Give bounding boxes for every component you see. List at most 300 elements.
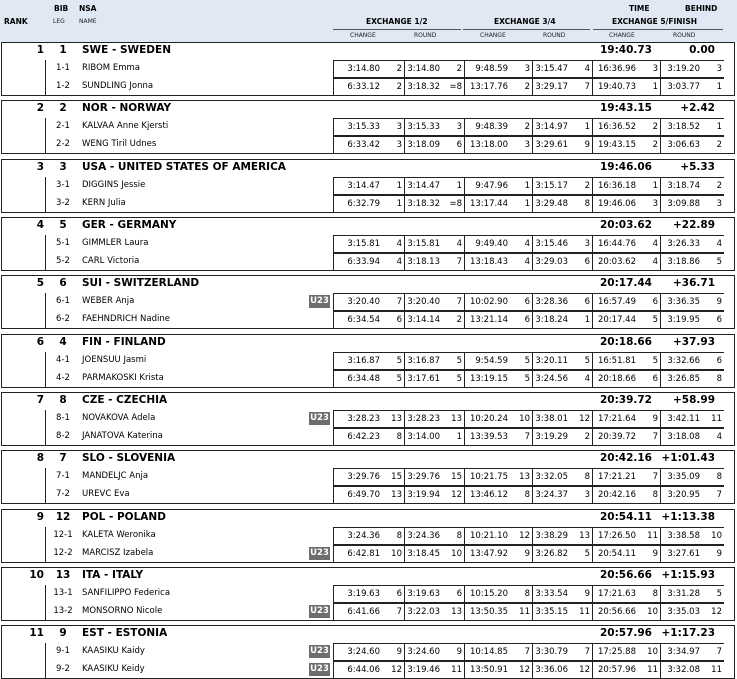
split-cell [404, 352, 464, 370]
split-cell [464, 60, 532, 78]
split-time: 3:19.29 [535, 431, 568, 442]
athlete-leg: 4-2 [56, 372, 70, 383]
team-time: 20:42.16 [599, 452, 652, 465]
split-time: 3:22.03 [407, 606, 440, 617]
split-cell [660, 370, 724, 388]
split-cell [404, 177, 464, 195]
team-bib: 7 [59, 452, 67, 465]
split-cell [592, 527, 660, 545]
split-rank: 5 [524, 373, 530, 384]
team-time: 19:40.73 [599, 44, 652, 56]
split-time: 3:24.60 [407, 647, 440, 658]
split-time: 3:27.61 [667, 548, 700, 559]
team-rank: 4 [36, 218, 44, 231]
split-cell [532, 195, 592, 213]
header-leg: LEG [53, 18, 65, 25]
split-time: 3:29.48 [535, 198, 568, 209]
split-cell [464, 136, 532, 154]
split-time: 3:03.77 [667, 82, 700, 92]
team-bib: 4 [59, 335, 67, 348]
athlete-row [2, 60, 734, 78]
u23-badge: U23 [310, 605, 329, 616]
split-rank: 4 [456, 238, 462, 249]
split-rank: 6 [716, 315, 722, 326]
athlete-row [2, 486, 734, 504]
split-cell [464, 253, 532, 271]
split-rank: 7 [652, 472, 658, 483]
split-rank: 5 [652, 315, 658, 326]
split-time: 3:32.66 [667, 355, 700, 366]
split-rank: 7 [396, 606, 402, 617]
split-rank: 9 [396, 647, 402, 658]
split-rank: 4 [716, 431, 722, 442]
split-time: 20:42.16 [597, 490, 636, 501]
split-rank: 1 [652, 180, 658, 191]
split-rank: 9 [652, 413, 658, 424]
team-row [2, 276, 734, 293]
split-time: 3:29.03 [535, 256, 568, 267]
split-time: 3:32.05 [535, 472, 568, 483]
split-cell [404, 585, 464, 603]
team-block [1, 42, 735, 96]
u23-badge: U23 [310, 296, 329, 307]
athlete-leg: 7-1 [56, 471, 70, 482]
split-cell [660, 661, 724, 679]
split-cell [592, 643, 660, 661]
split-time: 3:29.61 [535, 140, 568, 151]
athlete-name: KERN Julia [82, 197, 126, 208]
split-cell [592, 177, 660, 195]
split-cell [532, 311, 592, 329]
split-time: 6:32.79 [347, 198, 380, 209]
split-time: 16:36.52 [597, 122, 636, 133]
split-cell [592, 585, 660, 603]
split-time: 13:18.00 [469, 140, 508, 151]
team-behind: +5.33 [680, 160, 715, 173]
split-rank: 9 [652, 548, 658, 559]
split-rank: 10 [391, 548, 402, 559]
split-rank: 2 [396, 82, 402, 92]
athlete-row [2, 468, 734, 486]
team-behind: +2.42 [680, 102, 715, 115]
team-rank: 10 [29, 568, 44, 581]
team-block [1, 217, 735, 271]
split-rank: 1 [396, 180, 402, 191]
team-bib: 1 [59, 44, 67, 56]
athlete-name: KALVAA Anne Kjersti [82, 121, 169, 132]
split-time: 3:36.06 [535, 665, 568, 676]
split-rank: 5 [396, 355, 402, 366]
athlete-name: KAASIKU Keidy [82, 664, 145, 675]
split-cell [592, 468, 660, 486]
team-row [2, 568, 734, 585]
split-time: 13:18.43 [469, 256, 508, 267]
split-cell [333, 177, 404, 195]
split-cell [660, 468, 724, 486]
split-rank: 7 [584, 647, 590, 658]
split-time: 19:40.73 [597, 82, 636, 92]
split-cell [532, 253, 592, 271]
split-cell [592, 545, 660, 563]
team-rank: 7 [36, 393, 44, 406]
team-rank: 5 [36, 277, 44, 290]
split-time: 9:48.39 [475, 122, 508, 133]
athlete-row [2, 585, 734, 603]
split-cell [532, 235, 592, 253]
split-rank: 6 [456, 588, 462, 599]
split-cell [404, 643, 464, 661]
header-time: TIME [629, 4, 650, 13]
team-bib: 6 [59, 277, 67, 290]
split-rank: 7 [716, 647, 722, 658]
split-cell [333, 410, 404, 428]
split-time: 3:28.23 [407, 413, 440, 424]
split-rank: 2 [716, 180, 722, 191]
team-nsa: SWE - SWEDEN [82, 44, 171, 56]
split-time: 16:36.18 [597, 180, 636, 191]
split-rank: 13 [391, 413, 402, 424]
team-row [2, 393, 734, 410]
athlete-leg: 2-1 [56, 121, 70, 132]
split-rank: 1 [584, 122, 590, 133]
split-time: 3:26.82 [535, 548, 568, 559]
split-rank: 6 [396, 588, 402, 599]
split-cell [333, 661, 404, 679]
athlete-leg: 5-1 [56, 237, 70, 248]
split-rank: 4 [716, 238, 722, 249]
split-cell [660, 410, 724, 428]
split-time: 3:18.52 [667, 122, 700, 133]
team-row [2, 510, 734, 527]
team-behind: +1:17.23 [661, 627, 715, 640]
split-rank: 13 [579, 530, 590, 541]
split-cell [660, 603, 724, 621]
split-rank: 4 [584, 64, 590, 74]
athlete-leg: 4-1 [56, 354, 70, 365]
athlete-name: SANFILIPPO Federica [82, 587, 171, 598]
split-time: 3:18.74 [667, 180, 700, 191]
split-time: 3:33.54 [535, 588, 568, 599]
split-rank: 10 [647, 647, 658, 658]
athlete-row [2, 527, 734, 545]
athlete-name: DIGGINS Jessie [82, 179, 146, 190]
split-rank: 12 [391, 665, 402, 676]
split-rank: 5 [716, 588, 722, 599]
split-rank: 1 [456, 431, 462, 442]
split-cell [532, 585, 592, 603]
team-nsa: GER - GERMANY [82, 218, 177, 231]
split-cell [333, 527, 404, 545]
split-time: 3:38.29 [535, 530, 568, 541]
split-cell [404, 603, 464, 621]
split-time: 3:18.08 [667, 431, 700, 442]
split-time: 3:14.97 [535, 122, 568, 133]
header-exchange-1-2-underline [333, 29, 461, 30]
u23-badge: U23 [310, 547, 329, 558]
athlete-name: SUNDLING Jonna [82, 81, 154, 91]
athlete-leg: 12-1 [53, 529, 73, 540]
split-rank: 3 [652, 64, 658, 74]
split-rank: 9 [716, 297, 722, 308]
athlete-row [2, 370, 734, 388]
split-rank: 11 [711, 665, 722, 676]
athlete-row [2, 78, 734, 96]
split-rank: 10 [451, 548, 462, 559]
header-name: NAME [79, 18, 97, 25]
split-rank: 3 [652, 198, 658, 209]
team-nsa: USA - UNITED STATES OF AMERICA [82, 160, 286, 173]
split-time: 3:15.81 [407, 238, 440, 249]
split-rank: 3 [524, 64, 530, 74]
split-time: 3:18.09 [407, 140, 440, 151]
team-rank: 9 [36, 510, 44, 523]
split-rank: 8 [584, 472, 590, 483]
split-time: 3:24.37 [535, 490, 568, 501]
split-time: 19:43.15 [597, 140, 636, 151]
team-behind: +1:15.93 [661, 568, 715, 581]
split-rank: 2 [584, 431, 590, 442]
athlete-leg: 2-2 [56, 139, 70, 150]
split-rank: 12 [519, 665, 530, 676]
header-rank: RANK [4, 17, 28, 26]
split-time: 16:36.96 [597, 64, 636, 74]
split-time: 3:16.87 [407, 355, 440, 366]
split-rank: 6 [652, 373, 658, 384]
split-rank: 11 [579, 606, 590, 617]
split-rank: 2 [524, 82, 530, 92]
team-bib: 13 [55, 568, 71, 581]
team-block [1, 392, 735, 446]
split-rank: 8 [524, 588, 530, 599]
split-cell [464, 352, 532, 370]
u23-badge: U23 [310, 412, 329, 423]
split-rank: 1 [584, 315, 590, 326]
team-rank: 1 [36, 44, 44, 56]
split-cell [404, 545, 464, 563]
split-rank: 8 [716, 472, 722, 483]
split-time: 3:29.76 [407, 472, 440, 483]
split-time: 3:15.81 [347, 238, 380, 249]
split-cell [592, 78, 660, 96]
athlete-leg: 8-2 [56, 430, 70, 441]
split-cell [532, 370, 592, 388]
split-time: 13:50.91 [469, 665, 508, 676]
header-behind: BEHIND [685, 4, 718, 13]
split-time: 16:51.81 [597, 355, 636, 366]
split-rank: 8 [396, 530, 402, 541]
split-rank: 8 [716, 373, 722, 384]
split-rank: 3 [584, 490, 590, 501]
split-rank: 13 [451, 413, 462, 424]
split-time: 3:19.95 [667, 315, 700, 326]
athlete-leg: 3-2 [56, 197, 70, 208]
split-rank: 5 [456, 355, 462, 366]
team-bib: 8 [59, 393, 67, 406]
split-time: 3:18.32 [407, 82, 440, 92]
split-time: 3:35.03 [667, 606, 700, 617]
split-cell [404, 527, 464, 545]
split-rank: 5 [716, 256, 722, 267]
split-cell [333, 78, 404, 96]
header-exchange-5-finish: EXCHANGE 5/FINISH [612, 17, 698, 26]
split-cell [464, 661, 532, 679]
split-rank: 12 [451, 490, 462, 501]
athlete-leg: 1-1 [56, 63, 70, 73]
header-nsa: NSA [79, 4, 97, 13]
split-rank: 2 [456, 64, 462, 74]
split-time: 3:24.56 [535, 373, 568, 384]
split-cell [660, 293, 724, 311]
split-cell [464, 486, 532, 504]
split-cell [404, 195, 464, 213]
split-time: 20:39.72 [597, 431, 636, 442]
split-rank: 7 [524, 431, 530, 442]
team-block [1, 334, 735, 388]
athlete-row [2, 195, 734, 213]
split-time: 3:42.11 [667, 413, 700, 424]
team-row [2, 451, 734, 468]
split-cell [404, 311, 464, 329]
header-exchange-3-4: EXCHANGE 3/4 [494, 17, 556, 26]
athlete-row [2, 545, 734, 563]
split-rank: 6 [716, 355, 722, 366]
header-change-2: CHANGE [480, 32, 506, 39]
split-time: 3:26.33 [667, 238, 700, 249]
split-rank: 2 [456, 315, 462, 326]
split-time: 3:16.87 [347, 355, 380, 366]
split-time: 3:38.01 [535, 413, 568, 424]
split-rank: 2 [652, 122, 658, 133]
split-rank: 15 [451, 472, 462, 483]
split-time: 13:17.44 [469, 198, 508, 209]
split-rank: 1 [524, 180, 530, 191]
team-time: 19:46.06 [599, 160, 652, 173]
split-time: 9:54.59 [475, 355, 508, 366]
header-change-1: CHANGE [350, 32, 376, 39]
split-rank: 6 [396, 315, 402, 326]
team-row [2, 43, 734, 60]
split-rank: 1 [396, 198, 402, 209]
team-rank: 3 [36, 160, 44, 173]
split-cell [333, 428, 404, 446]
split-time: 3:18.86 [667, 256, 700, 267]
athlete-leg: 13-2 [53, 605, 73, 616]
split-cell [404, 118, 464, 136]
split-cell [660, 585, 724, 603]
split-time: 6:41.66 [347, 606, 380, 617]
split-cell [464, 293, 532, 311]
split-time: 17:21.64 [597, 413, 636, 424]
split-rank: 11 [711, 413, 722, 424]
athlete-name: NOVAKOVA Adela [82, 412, 156, 423]
split-rank: 6 [524, 297, 530, 308]
split-cell [532, 410, 592, 428]
split-cell [532, 177, 592, 195]
split-rank: 11 [647, 665, 658, 676]
split-time: 6:34.54 [347, 315, 380, 326]
split-rank: 1 [456, 180, 462, 191]
split-time: 3:17.61 [407, 373, 440, 384]
split-time: 20:18.66 [597, 373, 636, 384]
split-cell [333, 643, 404, 661]
split-rank: 3 [716, 198, 722, 209]
split-cell [660, 78, 724, 96]
split-cell [592, 428, 660, 446]
split-rank: 12 [519, 530, 530, 541]
split-rank: 10 [647, 606, 658, 617]
split-cell [592, 486, 660, 504]
split-time: 3:18.32 [407, 198, 440, 209]
column-header [0, 0, 737, 42]
split-time: 16:57.49 [597, 297, 636, 308]
split-cell [333, 352, 404, 370]
split-cell [592, 311, 660, 329]
team-behind: +37.93 [672, 335, 715, 348]
split-cell [404, 486, 464, 504]
split-cell [660, 545, 724, 563]
header-round-2: ROUND [543, 32, 566, 39]
split-rank: 9 [584, 140, 590, 151]
split-rank: 9 [456, 647, 462, 658]
split-time: 3:24.36 [347, 530, 380, 541]
team-time: 20:39.72 [599, 393, 652, 406]
split-rank: 12 [579, 413, 590, 424]
split-time: 3:29.17 [535, 82, 568, 92]
header-change-3: CHANGE [609, 32, 635, 39]
team-behind: +1:01.43 [661, 452, 715, 465]
team-nsa: POL - POLAND [82, 510, 166, 523]
team-nsa: EST - ESTONIA [82, 627, 168, 640]
split-rank: 3 [396, 122, 402, 133]
split-cell [464, 527, 532, 545]
team-row [2, 626, 734, 643]
split-cell [592, 410, 660, 428]
athlete-name: MANDELJC Anja [82, 471, 149, 482]
split-cell [592, 603, 660, 621]
team-block [1, 275, 735, 329]
split-time: 10:14.85 [469, 647, 508, 658]
team-nsa: CZE - CZECHIA [82, 393, 168, 406]
split-time: 20:03.62 [597, 256, 636, 267]
split-time: 17:21.63 [597, 588, 636, 599]
split-cell [660, 177, 724, 195]
split-time: 3:28.36 [535, 297, 568, 308]
team-behind: +1:13.38 [661, 510, 715, 523]
split-time: 3:20.11 [535, 355, 568, 366]
split-time: 3:14.00 [407, 431, 440, 442]
team-block [1, 159, 735, 213]
split-rank: 4 [652, 238, 658, 249]
split-cell [532, 545, 592, 563]
split-cell [404, 235, 464, 253]
split-cell [404, 661, 464, 679]
split-cell [660, 643, 724, 661]
split-cell [333, 486, 404, 504]
split-time: 13:46.12 [469, 490, 508, 501]
athlete-row [2, 293, 734, 311]
split-rank: 9 [716, 548, 722, 559]
split-cell [532, 293, 592, 311]
split-cell [464, 78, 532, 96]
split-cell [660, 195, 724, 213]
split-rank: 11 [647, 530, 658, 541]
athlete-row [2, 136, 734, 154]
team-bib: 3 [59, 160, 67, 173]
split-rank: 3 [584, 238, 590, 249]
split-cell [333, 311, 404, 329]
split-time: 3:15.46 [535, 238, 568, 249]
team-behind: +36.71 [672, 277, 715, 290]
